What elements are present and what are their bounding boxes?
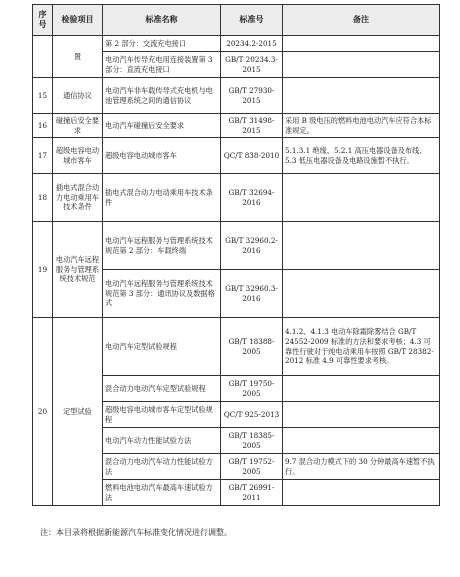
cell-std-name: 超级电容电动城市客车定型试验规程 [103, 402, 221, 428]
cell-remark [283, 480, 440, 506]
cell-no: 18 [33, 174, 53, 222]
header-seq: 序号 [33, 5, 53, 36]
cell-std-name: 电动汽车非车载传导式充电机与电池管理系统之间的通信协议 [103, 78, 221, 114]
cell-std-name: 电动汽车定型试验规程 [103, 318, 221, 376]
cell-std-name: 电动汽车远程服务与管理系统技术规范第 2 部分：车载终端 [103, 222, 221, 270]
cell-std-name: 混合动力电动汽车定型试验规程 [103, 376, 221, 402]
cell-remark [283, 52, 440, 78]
cell-std-name: 电动汽车碰撞后安全要求 [103, 114, 221, 138]
cell-item: 插电式混合动力电动乘用车技术条件 [53, 174, 103, 222]
cell-no: 20 [33, 318, 53, 506]
cell-std-name: 插电式混合动力电动乘用车技术条件 [103, 174, 221, 222]
cell-std-code: GB/T 32694-2016 [221, 174, 283, 222]
header-remark: 备注 [283, 5, 440, 36]
cell-std-name: 第 2 部分：交流充电接口 [103, 36, 221, 52]
cell-std-code: 20234.2-2015 [221, 36, 283, 52]
cell-remark [283, 376, 440, 402]
cell-std-code: GB/T 18388-2005 [221, 318, 283, 376]
cell-remark [283, 428, 440, 454]
cell-no [33, 36, 53, 78]
header-item: 检验项目 [53, 5, 103, 36]
cell-remark: 5.1.3.1 绝缘、5.2.1 高压电器设备及布线、5.3 低压电器设备及电路设施暂不执行。 [283, 138, 440, 174]
cell-std-code: GB/T 26991-2011 [221, 480, 283, 506]
cell-std-code: GB/T 32960.3-2016 [221, 270, 283, 318]
table-row [33, 36, 440, 52]
table-row [33, 222, 440, 270]
table-row [33, 138, 440, 174]
table-row [33, 318, 440, 376]
cell-remark [283, 36, 440, 52]
cell-std-code: QC/T 925-2013 [221, 402, 283, 428]
cell-remark [283, 222, 440, 270]
cell-std-name: 电动汽车传导充电用连接装置第 3 部分：直流充电接口 [103, 52, 221, 78]
cell-std-name: 电动汽车动力性能试验方法 [103, 428, 221, 454]
cell-remark [283, 78, 440, 114]
cell-std-code: GB/T 18385-2005 [221, 428, 283, 454]
cell-std-code: QC/T 838-2010 [221, 138, 283, 174]
cell-remark [283, 174, 440, 222]
cell-std-name: 混合动力电动汽车动力性能试验方法 [103, 454, 221, 480]
cell-item: 超级电容电动城市客车 [53, 138, 103, 174]
cell-std-code: GB/T 27930-2015 [221, 78, 283, 114]
header-std-code: 标准号 [221, 5, 283, 36]
cell-item: 定型试验 [53, 318, 103, 506]
table-row [33, 114, 440, 138]
cell-item: 置 [53, 36, 103, 78]
header-std-name: 标准名称 [103, 5, 221, 36]
footnote: 注：本目录将根据新能源汽车标准变化情况进行调整。 [40, 528, 232, 537]
cell-std-name: 电动汽车远程服务与管理系统技术规范第 3 部分：通讯协议及数据格式 [103, 270, 221, 318]
standards-table [32, 4, 440, 506]
cell-no: 19 [33, 222, 53, 318]
cell-remark: 9.7 混合动力模式下的 30 分钟最高车速暂不执行。 [283, 454, 440, 480]
cell-std-code: GB/T 20234.3-2015 [221, 52, 283, 78]
cell-std-code: GB/T 31498-2015 [221, 114, 283, 138]
table-row [33, 78, 440, 114]
cell-std-name: 超级电容电动城市客车 [103, 138, 221, 174]
cell-no: 16 [33, 114, 53, 138]
cell-remark: 采用 B 级电压的燃料电池电动汽车应符合本标准规定。 [283, 114, 440, 138]
cell-std-name: 燃料电池电动汽车最高车速试验方法 [103, 480, 221, 506]
cell-std-code: GB/T 19752-2005 [221, 454, 283, 480]
table-header-row [33, 5, 440, 36]
cell-remark [283, 402, 440, 428]
cell-item: 碰撞后安全要求 [53, 114, 103, 138]
cell-std-code: GB/T 19750-2005 [221, 376, 283, 402]
cell-item: 通信协议 [53, 78, 103, 114]
cell-std-code: GB/T 32960.2-2016 [221, 222, 283, 270]
cell-remark [283, 270, 440, 318]
cell-remark: 4.1.2、4.1.3 电动车除霜除雾结合 GB/T 24552-2009 标准的方法和要求考核；4.3 可靠性行驶对于纯电动乘用车按照 GB/T 28382-2012 标准 4.9 可靠性要求考核。 [283, 318, 440, 376]
cell-item: 电动汽车远程服务与管理系统技术规范 [53, 222, 103, 318]
cell-no: 15 [33, 78, 53, 114]
cell-no: 17 [33, 138, 53, 174]
table-row [33, 174, 440, 222]
